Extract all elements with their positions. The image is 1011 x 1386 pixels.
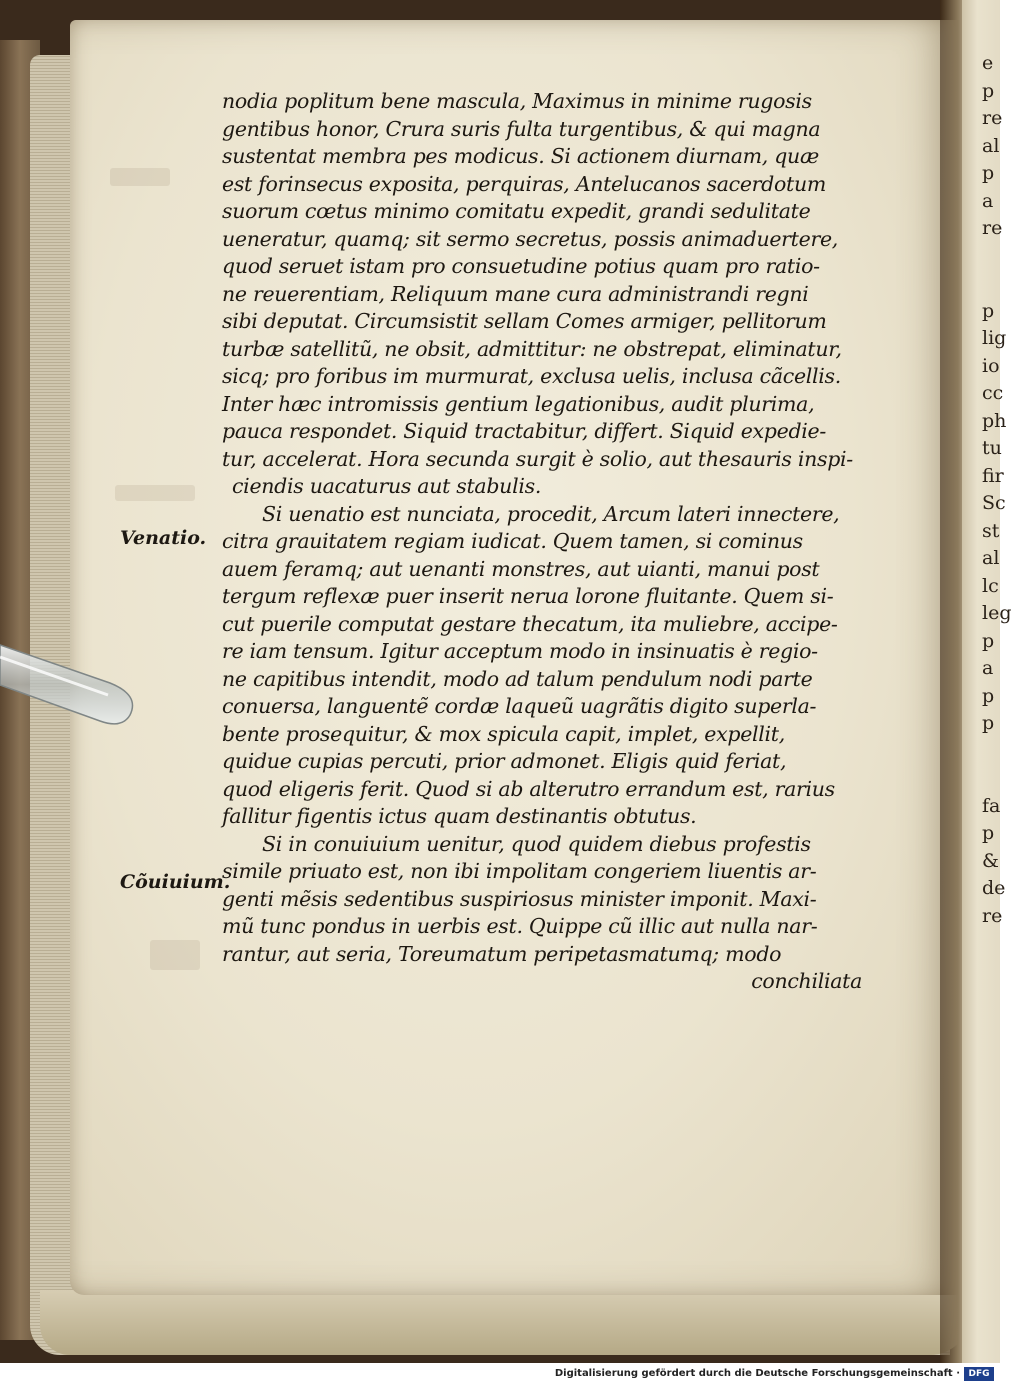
text-line: simile priuato est, non ibi impolitam congeriem liuentis ar- xyxy=(222,859,817,883)
text-line: sustentat membra pes modicus. Si actionem diurnam, quæ xyxy=(222,144,819,168)
text-line: bente prosequitur, & mox spicula capit, implet, expellit, xyxy=(222,721,785,746)
facing-page-fragment: al xyxy=(982,134,1000,157)
dfg-logo: DFG xyxy=(964,1367,994,1381)
catchword: conchiliata xyxy=(751,969,862,993)
facing-page-fragment: p xyxy=(982,629,995,652)
facing-page-fragment: a xyxy=(982,189,994,212)
facing-page-fragment: lig xyxy=(982,327,1007,349)
facing-page-fragment: e xyxy=(982,52,994,74)
facing-page-fragment: p xyxy=(982,684,995,707)
facing-page-fragment: p xyxy=(982,299,995,322)
facing-page-text xyxy=(982,50,1011,930)
facing-page-fragment: re xyxy=(982,217,1003,239)
facing-page-fragment: fir xyxy=(982,464,1004,487)
bleed-through-mark xyxy=(115,485,195,501)
text-line: auem feramq; aut uenanti monstres, aut uianti, manui post xyxy=(222,556,820,581)
facing-page-fragment: a xyxy=(982,657,994,679)
text-line: quod eligeris ferit. Quod si ab alterutro errandum est, rarius xyxy=(222,776,835,801)
text-line: tergum reflexæ puer inserit nerua lorone fluitante. Quem si- xyxy=(222,584,834,608)
text-line: sicq; pro foribus im murmurat, exclusa uelis, inclusa cãcellis. xyxy=(222,364,841,388)
facing-page-fragment: & xyxy=(982,849,999,872)
facing-page-fragment: Sc xyxy=(982,492,1006,514)
text-line: quidue cupias percuti, prior admonet. Eligis quid feriat, xyxy=(222,749,787,773)
text-line: re iam tensum. Igitur acceptum modo in insinuatis è regio- xyxy=(222,639,818,663)
margin-note-conuiuium: Cõuiuium. xyxy=(120,871,231,893)
facing-page-fragment: io xyxy=(982,354,1000,377)
facing-page-fragment: de xyxy=(982,877,1006,899)
text-line: mũ tunc pondus in uerbis est. Quippe cũ illic aut nulla nar- xyxy=(222,914,818,938)
facing-page-fragment: re xyxy=(982,904,1003,927)
facing-page-fragment: re xyxy=(982,107,1003,129)
facing-page-fragment: p xyxy=(982,162,995,184)
text-line: conuersa, languentẽ cordæ laqueũ uagrãtis digito superla- xyxy=(222,694,817,718)
footer-credit: Digitalisierung gefördert durch die Deutsche Forschungsgemeinschaft · xyxy=(554,1368,960,1379)
bleed-through-mark xyxy=(150,940,200,970)
facing-page-fragment: cc xyxy=(982,382,1004,404)
facing-page-fragment: st xyxy=(982,519,1000,542)
facing-page-fragment: al xyxy=(982,547,1000,569)
facing-page-fragment: lc xyxy=(982,574,999,597)
text-line: Si uenatio est nunciata, procedit, Arcum lateri innectere, xyxy=(262,501,840,526)
text-line: turbæ satellitũ, ne obsit, admittitur: ne obstrepat, eliminatur, xyxy=(222,336,842,361)
text-line: est forinsecus exposita, perquiras, Antelucanos sacerdotum xyxy=(222,171,827,196)
text-line: ciendis uacaturus aut stabulis. xyxy=(232,474,542,498)
margin-note-venatio: Venatio. xyxy=(120,527,207,549)
text-line: cut puerile computat gestare thecatum, ita muliebre, accipe- xyxy=(222,611,838,636)
text-line: Si in conuiuium uenitur, quod quidem diebus profestis xyxy=(262,831,811,856)
facing-page-gap xyxy=(982,738,1002,793)
facing-page-fragment: fa xyxy=(982,794,1001,817)
text-line: genti mẽsis sedentibus suspiriosus minister imponit. Maxi- xyxy=(222,886,817,911)
text-line: sibi deputat. Circumsistit sellam Comes armiger, pellitorum xyxy=(222,309,827,333)
main-text xyxy=(222,88,862,996)
text-line: Inter hæc intromissis gentium legationibus, audit plurima, xyxy=(222,391,815,416)
footer xyxy=(0,1363,1000,1386)
facing-page-fragment: p xyxy=(982,79,995,102)
text-line: ne reuerentiam, Reliquum mane cura administrandi regni xyxy=(222,281,809,306)
text-line: ueneratur, quamq; sit sermo secretus, possis animaduertere, xyxy=(222,226,838,251)
text-line: citra grauitatem regiam iudicat. Quem tamen, si cominus xyxy=(222,529,803,553)
page-edges-bottom xyxy=(40,1290,970,1355)
text-line: quod seruet istam pro consuetudine potius quam pro ratio- xyxy=(222,254,820,278)
text-line: gentibus honor, Crura suris fulta turgentibus, & qui magna xyxy=(222,116,821,141)
facing-page-gap xyxy=(982,243,1002,298)
text-line: nodia poplitum bene mascula, Maximus in minime rugosis xyxy=(222,89,812,113)
text-line: tur, accelerat. Hora secunda surgit è solio, aut thesauris inspi- xyxy=(222,446,853,471)
facing-page-fragment: tu xyxy=(982,437,1002,459)
facing-page-fragment: p xyxy=(982,822,995,844)
facing-page-fragment: p xyxy=(982,712,995,734)
text-line: pauca respondet. Siquid tractabitur, differt. Siquid expedie- xyxy=(222,419,826,443)
page-holder-rod-icon xyxy=(0,645,140,731)
text-line: suorum cœtus minimo comitatu expedit, grandi sedulitate xyxy=(222,199,811,223)
text-line: ne capitibus intendit, modo ad talum pendulum nodi parte xyxy=(222,666,813,691)
bleed-through-mark xyxy=(110,168,170,186)
text-line: rantur, aut seria, Toreumatum peripetasmatumq; modo xyxy=(222,941,782,966)
text-line: fallitur figentis ictus quam destinantis obtutus. xyxy=(222,804,697,828)
facing-page-fragment: ph xyxy=(982,409,1007,432)
facing-page-fragment: leg xyxy=(982,602,1011,624)
